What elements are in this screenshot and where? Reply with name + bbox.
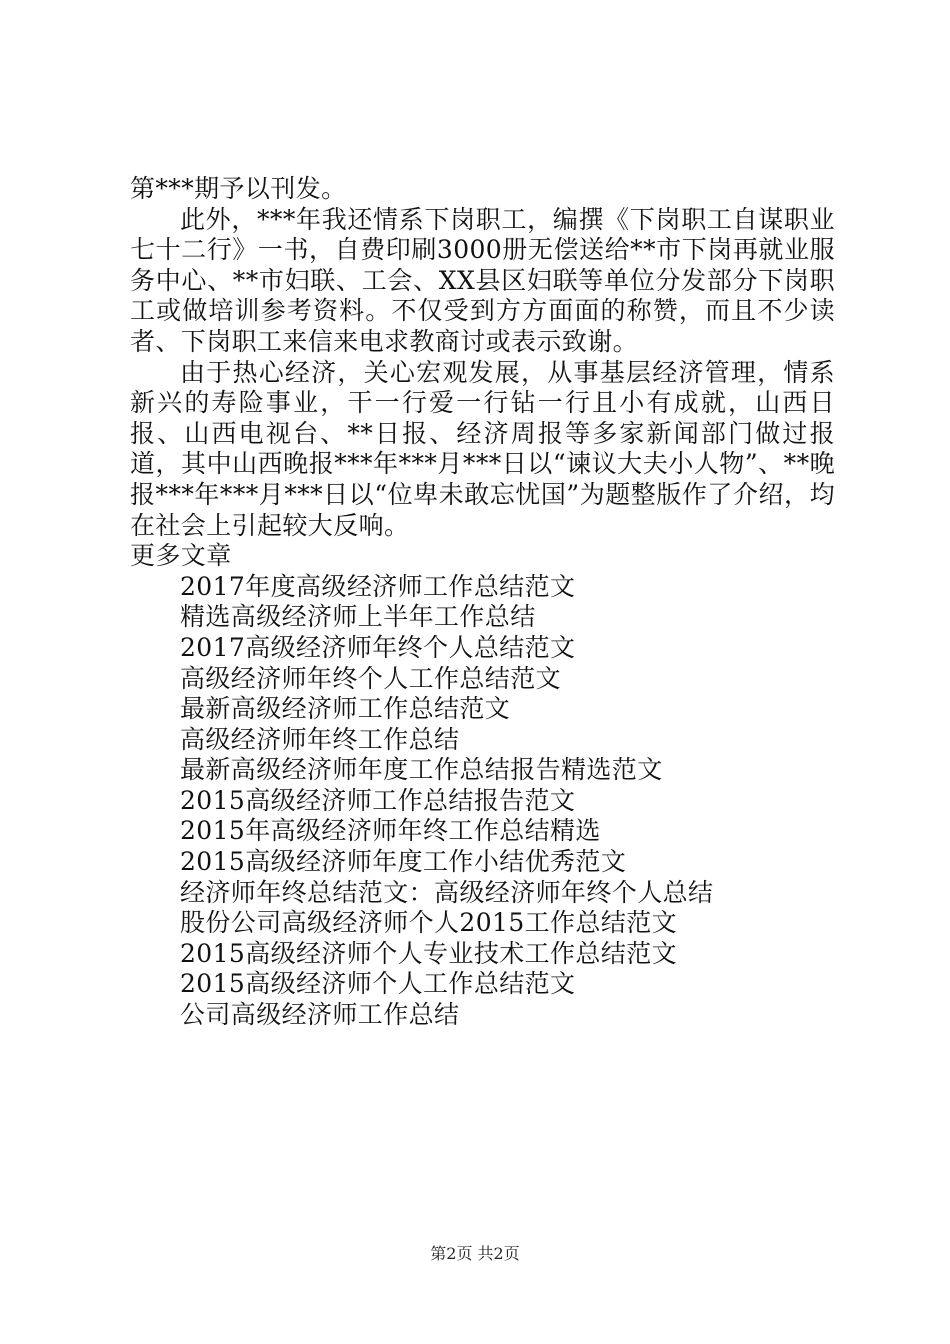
- more-articles-heading: 更多文章: [130, 541, 232, 571]
- article-link[interactable]: 2015高级经济师工作总结报告范文: [180, 785, 576, 815]
- paragraph-laid-off-workers-book: 此外，***年我还情系下岗职工，编撰《下岗职工自谋职业七十二行》一书，自费印刷3000册无偿送给**市下岗再就业服务中心、**市妇联、工会、XX县区妇联等单位分发部分下岗职工或做培训参考资料。不仅受到方方面面的称赞，而且不少读者、下岗职工来信来电求教商讨或表示致谢。: [130, 204, 835, 356]
- document-body: [130, 174, 835, 1031]
- paragraph-media-coverage: 由于热心经济，关心宏观发展，从事基层经济管理，情系新兴的寿险事业，干一行爱一行钻一行且小有成就，山西日报、山西电视台、**日报、经济周报等多家新闻部门做过报道，其中山西晚报***年***月***日以“谏议大夫小人物”、**晚报***年***月***日以“位卑未敢忘忧国”为题整版作了介绍，均在社会上引起较大反响。: [130, 357, 835, 540]
- article-link[interactable]: 2015高级经济师年度工作小结优秀范文: [180, 847, 627, 877]
- article-link[interactable]: 最新高级经济师工作总结范文: [180, 694, 511, 724]
- article-link[interactable]: 2015年高级经济师年终工作总结精选: [180, 816, 601, 846]
- article-link[interactable]: 2017年度高级经济师工作总结范文: [180, 571, 576, 601]
- article-link[interactable]: 2015高级经济师个人专业技术工作总结范文: [180, 938, 678, 968]
- article-link[interactable]: 最新高级经济师年度工作总结报告精选范文: [180, 755, 663, 785]
- article-link[interactable]: 经济师年终总结范文：高级经济师年终个人总结: [180, 877, 714, 907]
- more-articles-list: [130, 572, 835, 1031]
- article-link[interactable]: 精选高级经济师上半年工作总结: [180, 602, 536, 632]
- article-link[interactable]: 2017高级经济师年终个人总结范文: [180, 632, 576, 662]
- article-link[interactable]: 股份公司高级经济师个人2015工作总结范文: [180, 908, 678, 938]
- article-link[interactable]: 高级经济师年终工作总结: [180, 724, 460, 754]
- paragraph-continuation: 第***期予以刊发。: [130, 174, 347, 203]
- article-link[interactable]: 2015高级经济师个人工作总结范文: [180, 969, 576, 999]
- article-link[interactable]: 高级经济师年终个人工作总结范文: [180, 663, 562, 693]
- article-link[interactable]: 公司高级经济师工作总结: [180, 1000, 460, 1030]
- page-number-footer: 第2页 共2页: [430, 1244, 520, 1263]
